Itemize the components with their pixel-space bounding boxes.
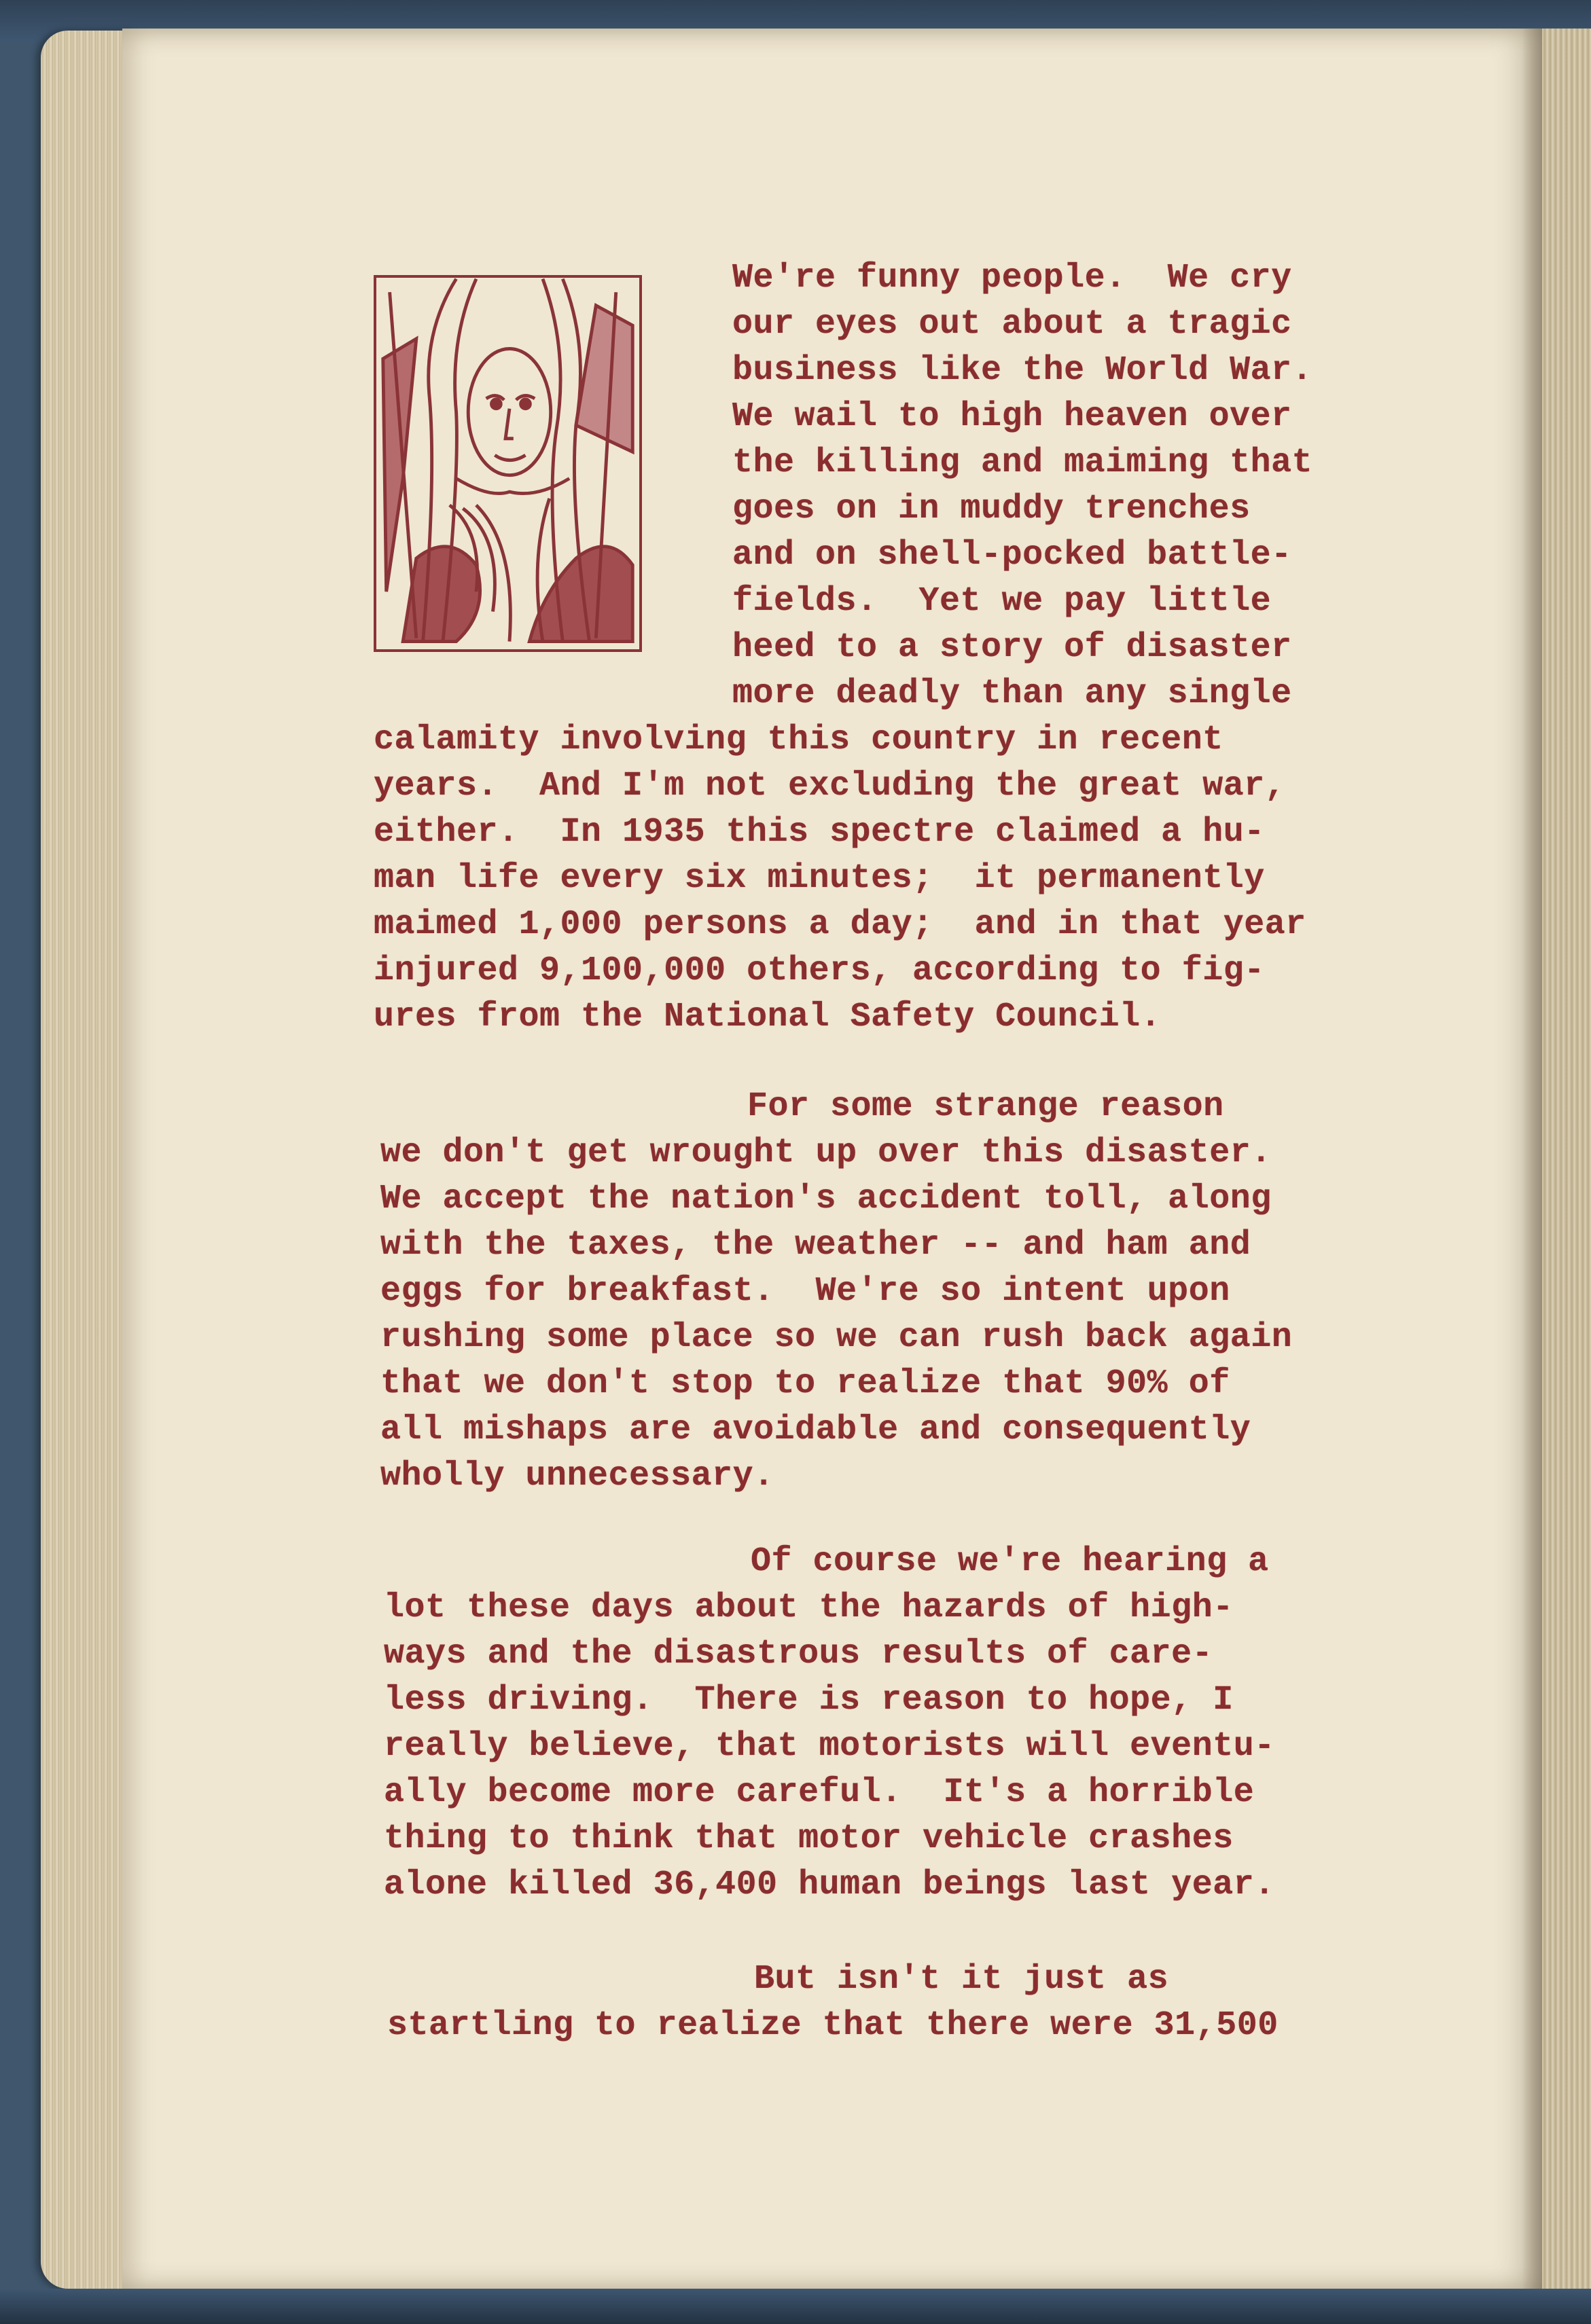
text-line: we don't get wrought up over this disaster. [380,1133,1272,1172]
text-line: calamity involving this country in recent [374,721,1223,759]
text-line: lot these days about the hazards of high- [384,1588,1234,1627]
gutter-shadow [1522,29,1545,2290]
text-line: that we don't stop to realize that 90% of [380,1364,1230,1403]
text-line: man life every six minutes; it permanently [374,859,1265,898]
text-line: ally become more careful. It's a horrible [384,1773,1255,1812]
text-line: our eyes out about a tragic [732,305,1292,344]
text-line: Of course we're hearing a [751,1542,1269,1581]
text-line: alone killed 36,400 human beings last year. [384,1866,1275,1904]
text-line: fields. Yet we pay little [732,582,1272,621]
text-line: startling to realize that there were 31,500 [387,2006,1279,2045]
text-line: We accept the nation's accident toll, along [380,1180,1272,1218]
text-line: years. And I'm not excluding the great war, [374,767,1286,805]
page-stack-right [1542,29,1591,2290]
text-line: We're funny people. We cry [732,259,1292,297]
text-line: rushing some place so we can rush back again [380,1318,1293,1357]
woodcut-illustration [374,275,642,652]
text-line: We wail to high heaven over [732,397,1292,436]
text-line: But isn't it just as [754,1960,1169,1999]
text-line: and on shell-pocked battle- [732,536,1292,575]
text-line: ures from the National Safety Council. [374,998,1162,1036]
text-line: with the taxes, the weather -- and ham and [380,1226,1251,1265]
woodcut-figure-icon [376,278,639,649]
text-line: all mishaps are avoidable and consequently [380,1411,1251,1449]
text-line: the killing and maiming that [732,443,1313,482]
text-line: less driving. There is reason to hope, I [384,1681,1234,1720]
text-line: either. In 1935 this spectre claimed a hu- [374,813,1265,852]
text-line: more deadly than any single [732,674,1292,713]
text-line: ways and the disastrous results of care- [384,1635,1213,1673]
text-line: business like the World War. [732,351,1313,390]
text-line: really believe, that motorists will eventu- [384,1727,1275,1766]
text-line: maimed 1,000 persons a day; and in that year [374,905,1306,944]
text-line: eggs for breakfast. We're so intent upon [380,1272,1230,1311]
text-line: thing to think that motor vehicle crashes [384,1819,1234,1858]
text-line: For some strange reason [747,1087,1224,1126]
text-line: heed to a story of disaster [732,628,1292,667]
text-line: goes on in muddy trenches [732,490,1251,528]
book-cover-bottom [0,2289,1591,2324]
text-line: injured 9,100,000 others, according to fig- [374,951,1265,990]
page-stack-left [41,31,136,2289]
text-line: wholly unnecessary. [380,1457,774,1495]
